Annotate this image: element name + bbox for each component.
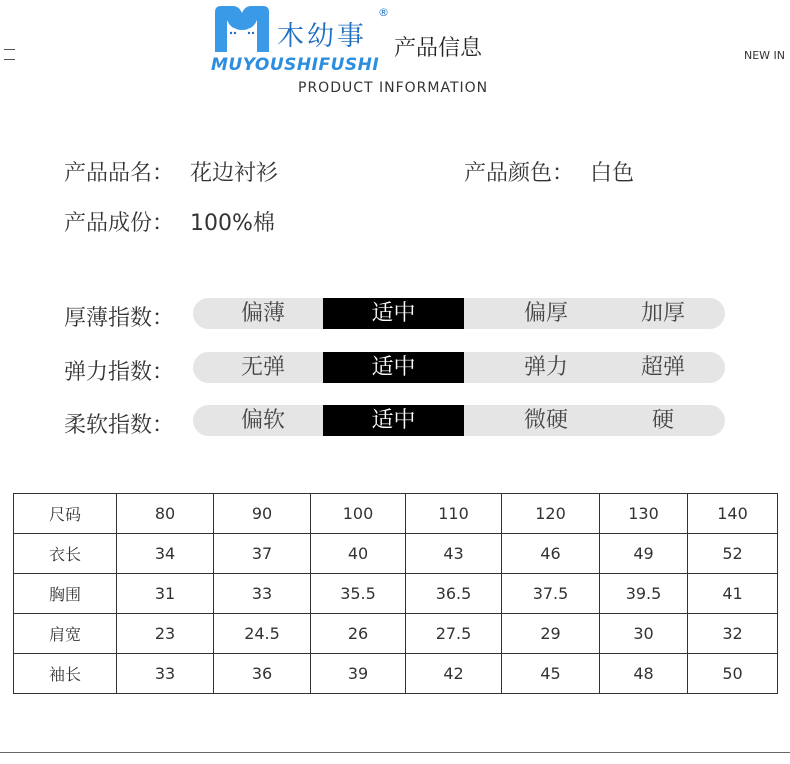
footer-divider: [0, 752, 790, 753]
product-material-label: 产品成份：: [64, 211, 175, 236]
table-cell: 27.5: [406, 614, 502, 654]
size-row-shoulder: [14, 614, 778, 654]
table-cell: 41: [688, 574, 778, 614]
product-name-label: 产品品名：: [64, 161, 175, 186]
section-title-en: PRODUCT INFORMATION: [298, 80, 489, 96]
table-cell: 45: [502, 654, 600, 694]
product-material-value: 100%棉: [190, 211, 275, 236]
brand-name-en: MUYOUSHIFUSHI: [211, 55, 380, 75]
size-row-sleeve: [14, 654, 778, 694]
table-cell: 50: [688, 654, 778, 694]
thickness-option: 偏薄: [240, 301, 285, 326]
table-cell: 46: [502, 534, 600, 574]
softness-scale: [193, 405, 725, 436]
table-cell: 袖长: [14, 654, 117, 694]
thickness-option: 加厚: [640, 301, 685, 326]
thickness-scale: [193, 298, 725, 329]
registered-mark: ®: [378, 6, 389, 19]
elasticity-option: 弹力: [523, 355, 568, 380]
table-cell: 30: [600, 614, 688, 654]
table-cell: 尺码: [14, 494, 117, 534]
elasticity-option: 超弹: [640, 355, 685, 380]
table-cell: 29: [502, 614, 600, 654]
table-cell: 34: [117, 534, 214, 574]
table-cell: 130: [600, 494, 688, 534]
table-cell: 140: [688, 494, 778, 534]
brand-name-cn: 木幼事: [277, 21, 367, 52]
table-cell: 37: [214, 534, 311, 574]
size-row-chest: [14, 574, 778, 614]
table-cell: 26: [311, 614, 406, 654]
table-cell: 49: [600, 534, 688, 574]
elasticity-option: 无弹: [240, 355, 285, 380]
table-cell: 37.5: [502, 574, 600, 614]
thickness-option-selected: 适中: [323, 298, 464, 329]
product-color-value: 白色: [590, 161, 635, 186]
size-row-length: [14, 534, 778, 574]
table-cell: 100: [311, 494, 406, 534]
table-cell: 39.5: [600, 574, 688, 614]
table-cell: 90: [214, 494, 311, 534]
table-cell: 40: [311, 534, 406, 574]
table-cell: 35.5: [311, 574, 406, 614]
table-cell: 110: [406, 494, 502, 534]
table-cell: 80: [117, 494, 214, 534]
softness-option: 偏软: [240, 408, 285, 433]
table-cell: 23: [117, 614, 214, 654]
product-color-label: 产品颜色：: [464, 161, 575, 186]
size-table: [13, 493, 778, 694]
thickness-label: 厚薄指数：: [64, 306, 175, 331]
new-in-link[interactable]: NEW IN: [744, 49, 786, 62]
table-cell: 52: [688, 534, 778, 574]
table-cell: 48: [600, 654, 688, 694]
table-cell: 32: [688, 614, 778, 654]
elasticity-option-selected: 适中: [323, 352, 464, 383]
elasticity-label: 弹力指数：: [64, 360, 175, 385]
table-cell: 36: [214, 654, 311, 694]
table-cell: 24.5: [214, 614, 311, 654]
softness-option: 微硬: [523, 408, 568, 433]
elasticity-scale: [193, 352, 725, 383]
table-cell: 36.5: [406, 574, 502, 614]
product-name-value: 花边衬衫: [190, 161, 279, 186]
table-cell: 33: [214, 574, 311, 614]
menu-icon[interactable]: [4, 49, 15, 61]
softness-option: 硬: [651, 408, 674, 433]
table-cell: 33: [117, 654, 214, 694]
table-cell: 43: [406, 534, 502, 574]
table-cell: 120: [502, 494, 600, 534]
size-row-size: [14, 494, 778, 534]
thickness-option: 偏厚: [523, 301, 568, 326]
section-title-cn: 产品信息: [394, 36, 483, 61]
table-cell: 肩宽: [14, 614, 117, 654]
table-cell: 31: [117, 574, 214, 614]
table-cell: 39: [311, 654, 406, 694]
table-cell: 衣长: [14, 534, 117, 574]
table-cell: 胸围: [14, 574, 117, 614]
table-cell: 42: [406, 654, 502, 694]
logo-mark: [211, 4, 273, 54]
softness-label: 柔软指数：: [64, 413, 175, 438]
softness-option-selected: 适中: [323, 405, 464, 436]
